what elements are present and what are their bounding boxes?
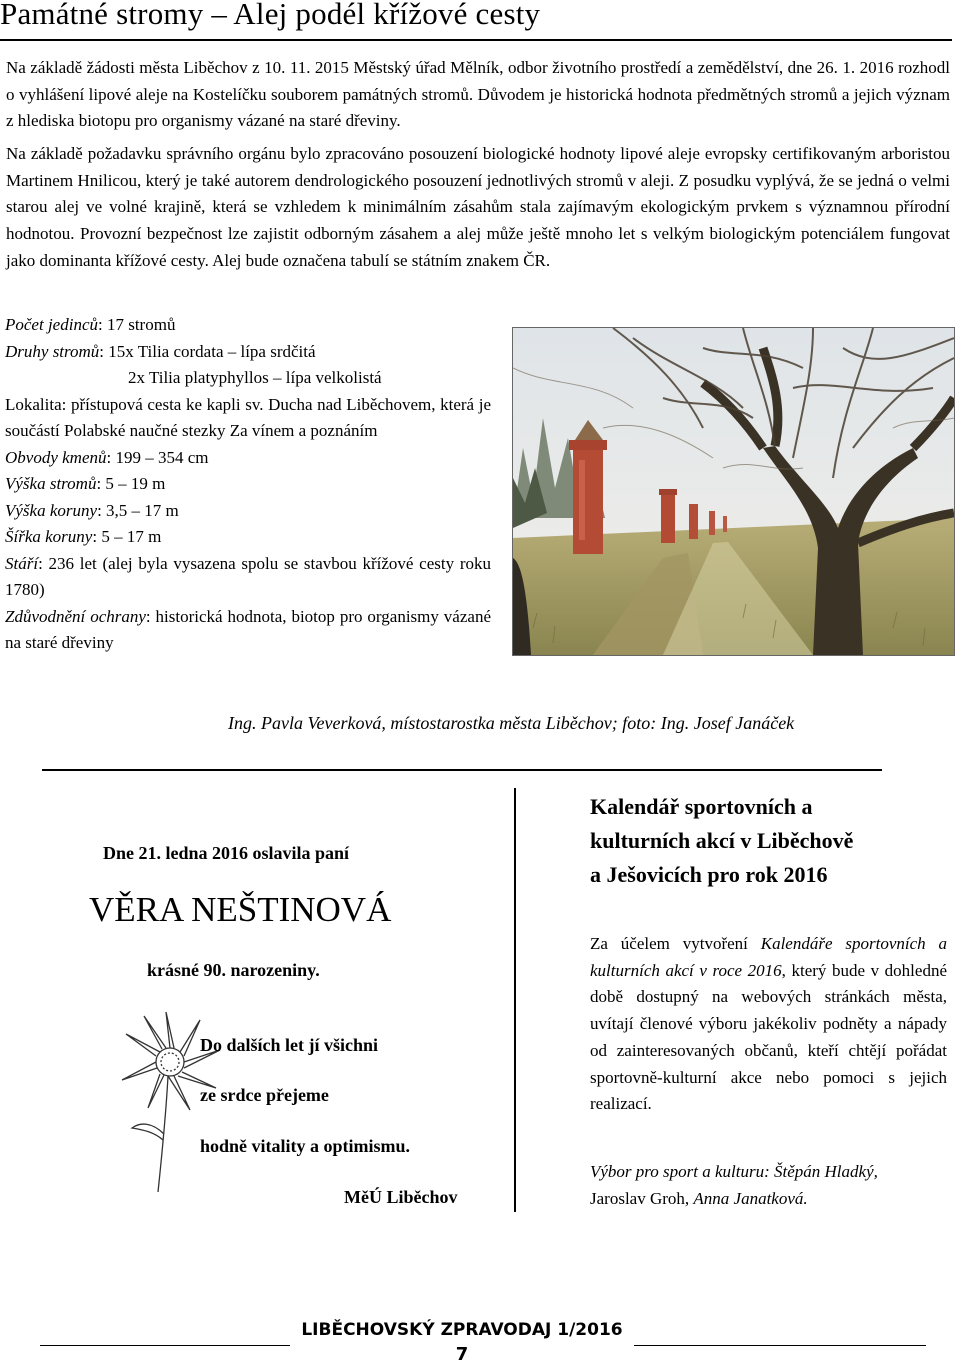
photo-credit: Ing. Pavla Veverková, místostarostka města Liběchov; foto: Ing. Josef Janáček: [228, 713, 795, 733]
info-crown-width: Šířka koruny: 5 – 17 m: [5, 527, 162, 546]
tree-info-list: [5, 312, 491, 657]
calendar-body: Za účelem vytvoření Kalendáře sportovních a kulturních akcí v roce 2016, který bude v dohledné době dostupný na webových stránkách města, uvítají členové výboru jakékoliv podněty a nápady od zainteresovaných občanů, kteří chtějí pořádat sportovně-kulturní akce nebo pomoci s jejich realizací.: [590, 934, 947, 1114]
article-paragraph-2: Na základě požadavku správního orgánu bylo zpracováno posouzení biologické hodnoty lipové aleje evropsky certifikovaným arboristou Martinem Hnilicou, který je také autorem dendrologického posouzení jednotlivých stromů v aleji. Z posudku vyplývá, že se jedná o velmi starou alej ve volné krajině, která se vzhledem k minimálním zásahům stala zajímavým ekologickým prvkem s významnou přírodní hodnotou. Provozní bezpečnost lze zajistit odborným zásahem a alej může ještě mnoho let s velkým biologickým potenciálem fungovat jako dominanta křížové cesty. Alej bude označena tabulí se státním znakem ČR.: [6, 144, 950, 270]
calendar-title-line-3: a Ješovicích pro rok 2016: [590, 862, 828, 887]
info-girth: Obvody kmenů: 199 – 354 cm: [5, 447, 209, 467]
birthday-name: VĚRA NEŠTINOVÁ: [89, 890, 392, 929]
section-divider: [42, 769, 882, 771]
calendar-title-line-1: Kalendář sportovních a: [590, 794, 813, 819]
birthday-wish-3: hodně vitality a optimismu.: [200, 1136, 411, 1156]
birthday-intro: Dne 21. ledna 2016 oslavila paní: [103, 843, 350, 863]
footer-rule-left: [40, 1345, 290, 1346]
page-title: Památné stromy – Alej podél křížové cesty: [0, 0, 541, 31]
info-species-2: 2x Tilia platyphyllos – lípa velkolistá: [128, 368, 382, 387]
birthday-wish-1: Do dalších let jí všichni: [200, 1035, 379, 1055]
page-number: 7: [455, 1344, 469, 1365]
info-crown-height: Výška koruny: 3,5 – 17 m: [5, 500, 179, 520]
info-age: Stáří: 236 let (alej byla vysazena spolu se stavbou křížové cesty roku 1780): [5, 553, 491, 599]
info-reason: Zdůvodnění ochrany: historická hodnota, biotop pro organismy vázané na staré dřeviny: [5, 606, 491, 652]
birthday-wish-2: ze srdce přejeme: [200, 1085, 329, 1105]
calendar-title: [590, 790, 950, 892]
footer-title: LIBĚCHOVSKÝ ZPRAVODAJ 1/2016: [301, 1320, 623, 1340]
birthday-signature: MěÚ Liběchov: [344, 1187, 458, 1207]
info-location: Lokalita: přístupová cesta ke kapli sv. Ducha nad Liběchovem, která je součástí Polabské naučné stezky Za vínem a poznáním: [5, 394, 491, 440]
info-height: Výška stromů: 5 – 19 m: [5, 474, 166, 493]
article-paragraph-1: Na základě žádosti města Liběchov z 10. 11. 2015 Městský úřad Mělník, odbor životního prostředí a zemědělství, dne 26. 1. 2016 rozhodl o vyhlášení lipové aleje na Kostelíčku souborem památných stromů. Důvodem je historická hodnota předmětných stromů a jejich význam z hlediska biotopu pro organismy vázané na staré dřeviny.: [6, 58, 950, 131]
footer-rule-right: [634, 1345, 926, 1346]
calendar-title-line-2: kulturních akcí v Liběchově: [590, 828, 854, 853]
info-species: Druhy stromů: 15x Tilia cordata – lípa srdčitá: [5, 341, 316, 361]
alley-photo: [512, 327, 955, 656]
calendar-signature: Výbor pro sport a kulturu: Štěpán Hladký, Jaroslav Groh, Anna Janatková.: [590, 1162, 878, 1208]
info-count: Počet jedinců: 17 stromů: [5, 315, 176, 334]
column-divider: [514, 788, 516, 1212]
birthday-occasion: krásné 90. narozeniny.: [147, 960, 320, 980]
title-divider: [0, 39, 952, 41]
